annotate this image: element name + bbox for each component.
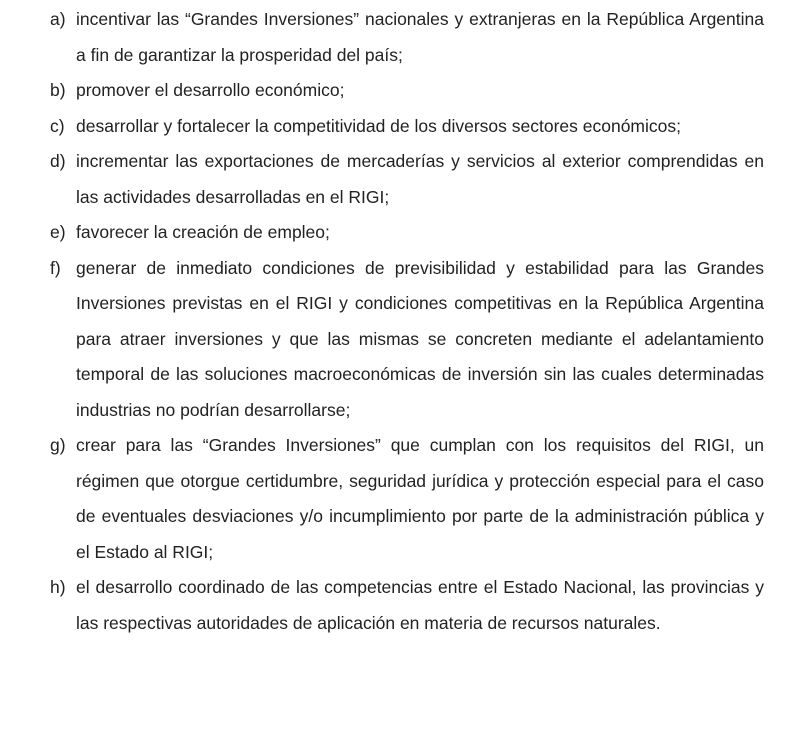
list-marker: d) bbox=[50, 151, 66, 171]
list-marker: h) bbox=[50, 577, 66, 597]
list-item-b bbox=[50, 73, 764, 109]
list-item-text: favorecer la creación de empleo; bbox=[76, 222, 330, 242]
list-item-text: incentivar las “Grandes Inversiones” nacionales y extranjeras en la República Argentina a fin de garantizar la prosperidad del país; bbox=[76, 9, 764, 65]
list-item-f bbox=[50, 251, 764, 429]
list-item-a bbox=[50, 2, 764, 73]
list-item-h bbox=[50, 570, 764, 641]
list-item-g bbox=[50, 428, 764, 570]
list-marker: a) bbox=[50, 9, 66, 29]
list-marker: f) bbox=[50, 257, 61, 278]
list-item-e bbox=[50, 215, 764, 251]
list-marker: b) bbox=[50, 80, 66, 100]
document-body bbox=[50, 2, 764, 641]
list-item-text: incrementar las exportaciones de mercaderías y servicios al exterior comprendidas en las actividades desarrolladas en el RIGI; bbox=[76, 151, 764, 207]
list-item-text: crear para las “Grandes Inversiones” que cumplan con los requisitos del RIGI, un régimen que otorgue certidumbre, seguridad jurídica y protección especial para el caso de eventuales desviaciones y/o incumplimiento por parte de la administración pública y el Estado al RIGI; bbox=[76, 435, 764, 562]
list-item-text: promover el desarrollo económico; bbox=[76, 80, 345, 100]
list-marker: e) bbox=[50, 222, 66, 242]
list-item-text: desarrollar y fortalecer la competitividad de los diversos sectores económicos; bbox=[76, 115, 681, 136]
list-marker: c) bbox=[50, 115, 65, 136]
list-item-text: generar de inmediato condiciones de previsibilidad y estabilidad para las Grandes Inversiones previstas en el RIGI y condiciones competitivas en la República Argentina para atraer inversiones y que las mismas se concreten mediante el adelantamiento temporal de las soluciones macroeconómicas de inversión sin las cuales determinadas industrias no podrían desarrollarse; bbox=[76, 257, 764, 420]
list-item-d bbox=[50, 144, 764, 215]
list-marker: g) bbox=[50, 435, 66, 455]
list-item-c bbox=[50, 109, 764, 145]
list-item-text: el desarrollo coordinado de las competencias entre el Estado Nacional, las provincias y las respectivas autoridades de aplicación en materia de recursos naturales. bbox=[76, 577, 764, 633]
